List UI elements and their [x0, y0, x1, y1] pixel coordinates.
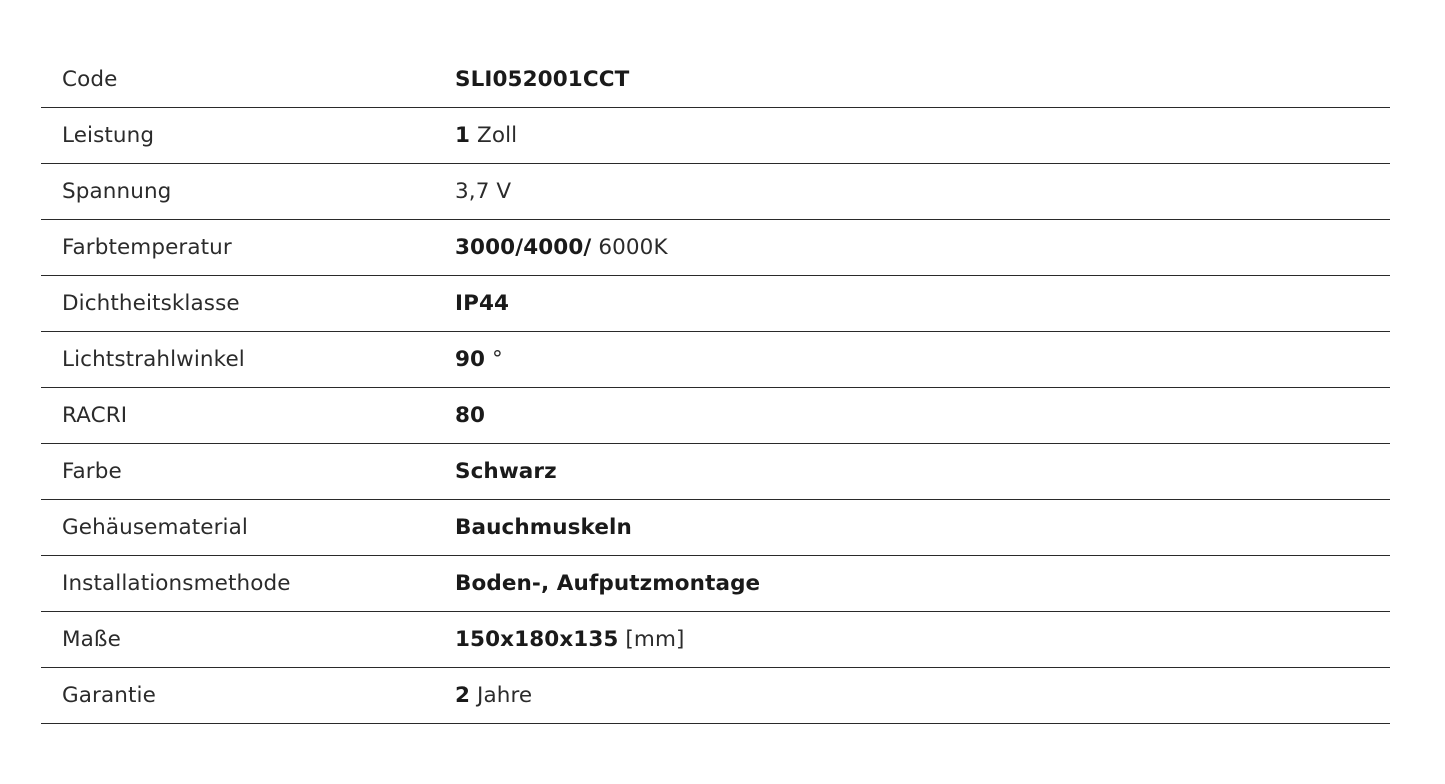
spec-label: Farbe — [62, 459, 122, 484]
spec-value — [455, 459, 557, 484]
spec-value — [455, 403, 485, 428]
spec-row-farbe — [41, 444, 1390, 500]
spec-label: Leistung — [62, 123, 155, 148]
spec-label: Code — [62, 66, 118, 92]
spec-value — [455, 179, 511, 204]
spec-value-bold: 90 — [455, 347, 486, 372]
spec-value-normal: 3,7 V — [455, 179, 512, 204]
spec-value — [455, 235, 668, 260]
spec-label: Installationsmethode — [62, 571, 291, 596]
spec-value-normal: [mm] — [618, 627, 685, 652]
spec-label: Gehäusematerial — [62, 515, 248, 540]
spec-label: Maße — [62, 627, 121, 652]
spec-value-bold: 3000/4000/ — [455, 235, 592, 260]
spec-value-bold: IP44 — [455, 291, 510, 316]
spec-value — [455, 291, 509, 316]
spec-label: RACRI — [62, 403, 128, 428]
spec-label: Spannung — [62, 179, 172, 204]
spec-label: Dichtheitsklasse — [62, 291, 240, 316]
spec-label: Garantie — [62, 683, 156, 708]
spec-row-masse — [41, 612, 1390, 668]
spec-value-bold: 2 — [455, 683, 471, 708]
spec-value — [455, 515, 632, 540]
spec-value-bold: SLI052001CCT — [455, 66, 630, 92]
spec-row-farbtemperatur — [41, 220, 1390, 276]
spec-row-code — [41, 51, 1390, 108]
spec-value — [455, 67, 629, 92]
spec-row-lichtstrahlwinkel — [41, 332, 1390, 388]
spec-value — [455, 627, 684, 652]
spec-row-dichtheitsklasse — [41, 276, 1390, 332]
spec-value-normal: ° — [485, 347, 503, 372]
spec-table — [41, 51, 1390, 724]
spec-row-garantie — [41, 668, 1390, 724]
spec-label: Farbtemperatur — [62, 235, 232, 260]
spec-value-normal: 6000K — [591, 235, 668, 260]
spec-value — [455, 571, 760, 596]
spec-value-bold: Boden-, Aufputzmontage — [455, 571, 761, 596]
spec-value-bold: 150x180x135 — [455, 627, 619, 652]
spec-value — [455, 683, 532, 708]
spec-row-spannung — [41, 164, 1390, 220]
spec-label: Lichtstrahlwinkel — [62, 347, 245, 372]
spec-value-bold: 1 — [455, 123, 471, 148]
spec-row-installationsmethode — [41, 556, 1390, 612]
spec-row-gehaeusematerial — [41, 500, 1390, 556]
spec-value-bold: Schwarz — [455, 459, 557, 484]
spec-value-normal: Zoll — [470, 123, 518, 148]
spec-row-racri — [41, 388, 1390, 444]
spec-value — [455, 347, 503, 372]
spec-value-bold: Bauchmuskeln — [455, 515, 632, 540]
spec-value-normal: Jahre — [470, 683, 533, 708]
spec-value — [455, 123, 517, 148]
spec-row-leistung — [41, 108, 1390, 164]
spec-value-bold: 80 — [455, 403, 486, 428]
